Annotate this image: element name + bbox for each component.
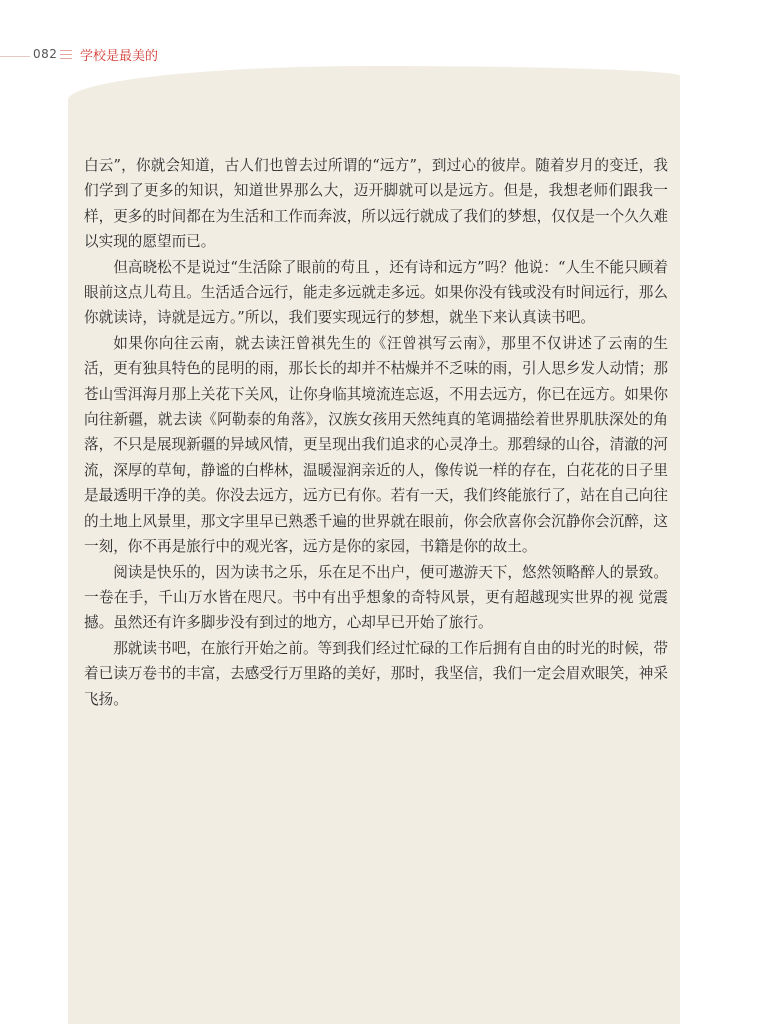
header-decoration [60, 50, 72, 60]
paragraph: 但高晓松不是说过“生活除了眼前的苟且 ，还有诗和远方”吗？他说：“人生不能只顾着眼前这点儿苟且。生活适合远行，能走多远就走多远。如果你没有钱或没有时间远行，那么你就读诗，诗就是远方。”所以，我们要实现远行的梦想，就坐下来认真读书吧。 [84, 258, 668, 327]
page-number: 082 [33, 47, 58, 61]
body-text [84, 153, 668, 712]
paragraph: 那就读书吧，在旅行开始之前。等到我们经过忙碌的工作后拥有自由的时光的时候，带着已读万卷书的丰富，去感受行万里路的美好，那时，我坚信，我们一定会眉欢眼笑，神采飞扬。 [84, 639, 668, 708]
header-rule [0, 56, 30, 57]
paragraph: 阅读是快乐的，因为读书之乐，乐在足不出户，便可遨游天下，悠然领略醉人的景致。一卷在手，千山万水皆在咫尺。书中有出乎想象的奇特风景，更有超越现实世界的视 觉震撼。虽然还有许多脚步没有到过的地方，心却早已开始了旅行。 [84, 563, 668, 632]
paragraph: 如果你向往云南，就去读汪曾祺先生的《汪曾祺写云南》，那里不仅讲述了云南的生活，更有独具特色的昆明的雨，那长长的却并不枯燥并不乏味的雨，引人思乡发人动情；那苍山雪洱海月那上关花下关风，让你身临其境流连忘返，不用去远方，你已在远方。如果你向往新疆，就去读《阿勒泰的角落》，汉族女孩用天然纯真的笔调描绘着世界肌肤深处的角落，不只是展现新疆的异域风情，更呈现出我们追求的心灵净土。那碧绿的山谷，清澈的河流，深厚的草甸，静谧的白桦林，温暖湿润亲近的人，像传说一样的存在，白花花的日子里是最透明干净的美。你没去远方，远方已有你。若有一天，我们终能旅行了，站在自己向往的土地上风景里，那文字里早已熟悉千遍的世界就在眼前，你会欣喜你会沉静你会沉醉，这一刻，你不再是旅行中的观光客，远方是你的家园，书籍是你的故土。 [84, 334, 668, 556]
paragraph: 白云”，你就会知道，古人们也曾去过所谓的“远方”，到过心的彼岸。随着岁月的变迁，我们学到了更多的知识，知道世界那么大，迈开脚就可以是远方。但是，我想老师们跟我一样，更多的时间都在为生活和工作而奔波，所以远行就成了我们的梦想，仅仅是一个久久难以实现的愿望而已。 [84, 157, 668, 251]
running-title: 学校是最美的 [80, 49, 159, 64]
